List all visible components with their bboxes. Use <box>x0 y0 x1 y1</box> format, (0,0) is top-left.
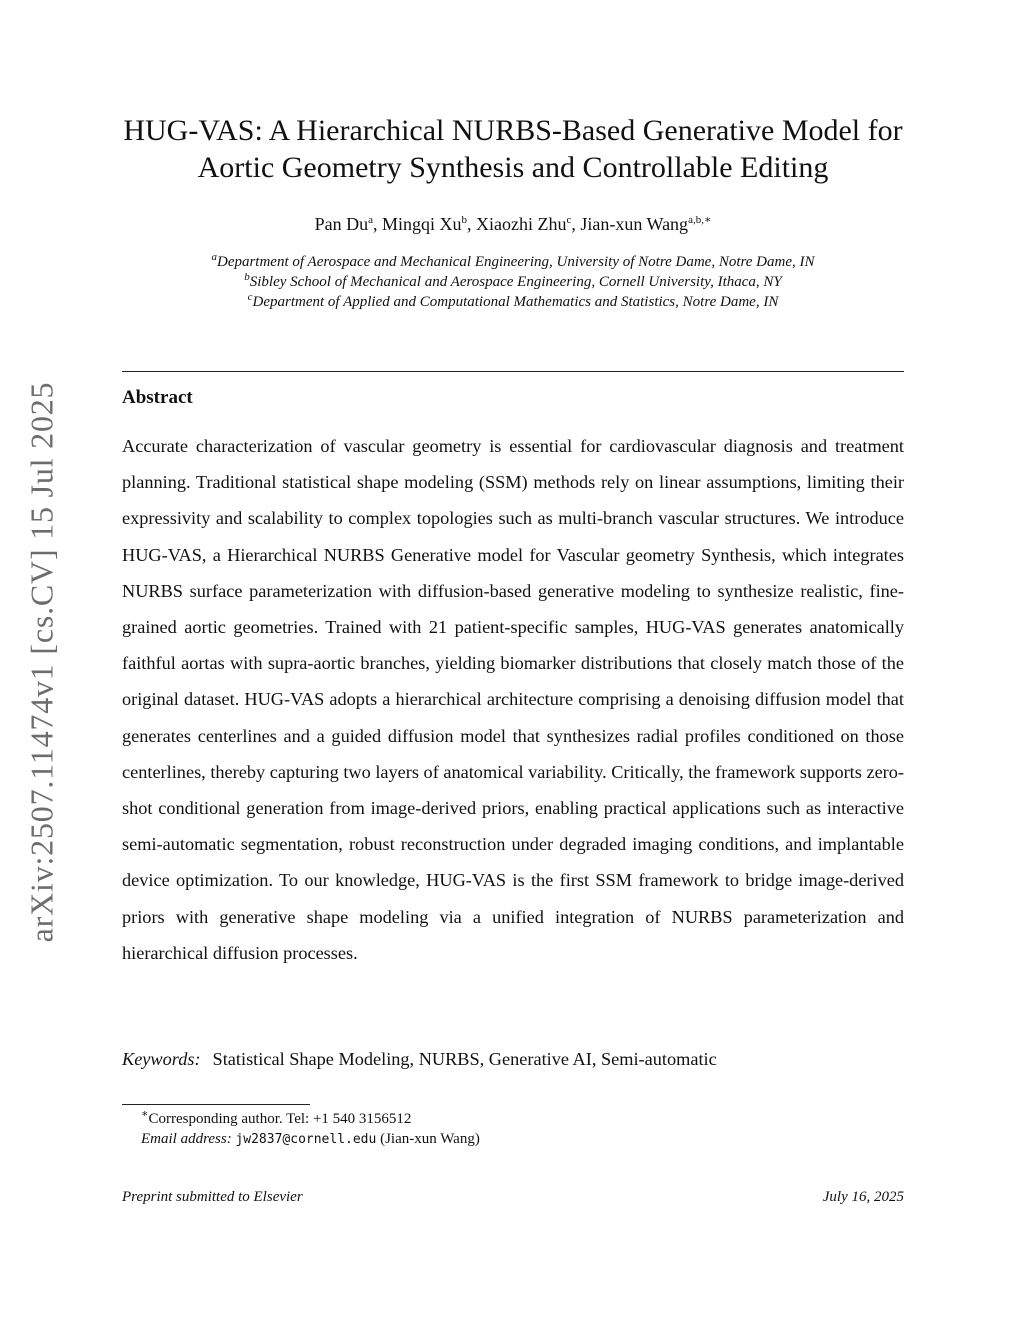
paper-title <box>122 112 904 186</box>
footnote-rule <box>122 1104 310 1105</box>
title-line-2: Aortic Geometry Synthesis and Controllable Editing <box>197 151 829 184</box>
author-list <box>122 211 904 237</box>
affiliation-b <box>122 272 904 292</box>
footnote-corresponding-text: Corresponding author. Tel: +1 540 3156512 <box>148 1111 412 1127</box>
abstract-top-rule <box>122 371 904 372</box>
author-affiliation-mark: a,b,∗ <box>688 214 712 226</box>
author-name: Jian-xun Wang <box>580 214 689 234</box>
author-separator: , <box>571 214 581 234</box>
affiliation-text: Department of Applied and Computational Mathematics and Statistics, Notre Dame, IN <box>252 294 779 310</box>
affiliation-mark: c <box>247 291 253 303</box>
title-line-1: HUG-VAS: A Hierarchical NURBS-Based Generative Model for <box>123 114 903 147</box>
affiliation-a <box>122 252 904 272</box>
affiliation-c <box>122 292 904 312</box>
author-affiliation-mark: b <box>461 214 467 226</box>
affiliation-text: Department of Aerospace and Mechanical Engineering, University of Notre Dame, Notre Dame, IN <box>216 254 815 270</box>
abstract-heading: Abstract <box>122 387 193 408</box>
email-owner: (Jian-xun Wang) <box>380 1131 480 1147</box>
footer-date: July 16, 2025 <box>822 1189 904 1205</box>
keywords-line <box>122 1046 904 1072</box>
email-address-link[interactable]: jw2837@cornell.edu <box>235 1132 377 1147</box>
abstract-body: Accurate characterization of vascular geometry is essential for cardiovascular diagnosis and treatment planning. Traditional statistical shape modeling (SSM) methods rely on linear assumptions, limiting their expressivity and scalability to complex topologies such as multi-branch vascular structures. We introduce HUG-VAS, a Hierarchical NURBS Generative model for Vascular geometry Synthesis, which integrates NURBS surface parameterization with diffusion-based generative modeling to synthesize realistic, fine-grained aortic geometries. Trained with 21 patient-specific samples, HUG-VAS generates anatomically faithful aortas with supra-aortic branches, yielding biomarker distributions that closely match those of the original dataset. HUG-VAS adopts a hierarchical architecture comprising a denoising diffusion model that generates centerlines and a guided diffusion model that synthesizes radial profiles conditioned on those centerlines, thereby capturing two layers of anatomical variability. Critically, the framework supports zero-shot conditional generation from image-derived priors, enabling practical applications such as interactive semi-automatic segmentation, robust reconstruction under degraded imaging conditions, and implantable device optimization. To our knowledge, HUG-VAS is the first SSM framework to bridge image-derived priors with generative shape modeling via a unified integration of NURBS parameterization and hierarchical diffusion processes. <box>122 436 904 963</box>
affiliation-list <box>122 252 904 312</box>
author-affiliation-mark: c <box>566 214 572 226</box>
footnote-email <box>141 1129 904 1150</box>
footnote-marker: ∗ <box>141 1108 149 1120</box>
preprint-note: Preprint submitted to Elsevier <box>122 1189 303 1205</box>
arxiv-identifier-stamp: arXiv:2507.11474v1 [cs.CV] 15 Jul 2025 <box>23 381 60 943</box>
affiliation-text: Sibley School of Mechanical and Aerospace Engineering, Cornell University, Ithaca, NY <box>249 274 782 290</box>
email-label: Email address: <box>141 1131 232 1147</box>
keywords-text: Statistical Shape Modeling, NURBS, Generative AI, Semi-automatic <box>212 1049 717 1069</box>
author-affiliation-mark: a <box>368 214 373 226</box>
author-name: Xiaozhi Zhu <box>475 214 567 234</box>
footnote-corresponding-author <box>141 1109 904 1129</box>
affiliation-mark: a <box>211 251 217 263</box>
affiliation-mark: b <box>244 271 250 283</box>
author-name: Pan Du <box>314 214 369 234</box>
author-separator: , <box>372 214 382 234</box>
author-name: Mingqi Xu <box>381 214 462 234</box>
keywords-label: Keywords: <box>122 1049 201 1069</box>
author-separator: , <box>466 214 476 234</box>
